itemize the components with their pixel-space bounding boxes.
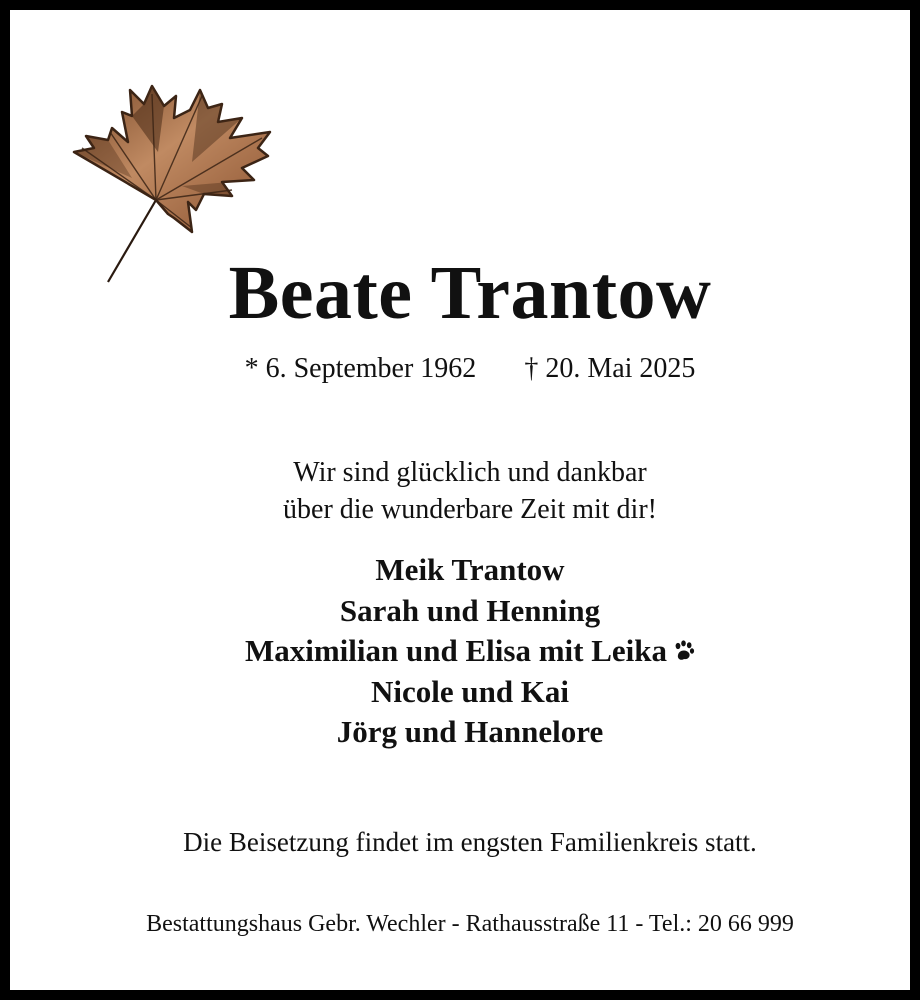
quote-line: Wir sind glücklich und dankbar xyxy=(293,457,647,488)
paw-print-icon xyxy=(673,640,695,662)
mourner-name: Jörg und Hannelore xyxy=(336,714,604,749)
memorial-quote xyxy=(10,454,920,528)
mourners-list xyxy=(10,550,920,753)
mourner-name: Meik Trantow xyxy=(375,552,565,587)
burial-notice: Die Beisetzung findet im engsten Familienkreis statt. xyxy=(183,827,757,857)
death-date: † 20. Mai 2025 xyxy=(524,353,696,384)
birth-date: * 6. September 1962 xyxy=(244,353,477,384)
mourner-name: Maximilian und Elisa mit Leika xyxy=(244,633,667,668)
mourner-line-with-pet xyxy=(10,631,920,672)
life-dates xyxy=(10,350,920,388)
funeral-home-info: Bestattungshaus Gebr. Wechler - Rathausstraße 11 - Tel.: 20 66 999 xyxy=(146,911,794,937)
quote-line: über die wunderbare Zeit mit dir! xyxy=(283,494,657,525)
deceased-name: Beate Trantow xyxy=(228,251,712,335)
mourner-name: Nicole und Kai xyxy=(370,673,570,709)
mourner-name: Sarah und Henning xyxy=(339,592,601,628)
